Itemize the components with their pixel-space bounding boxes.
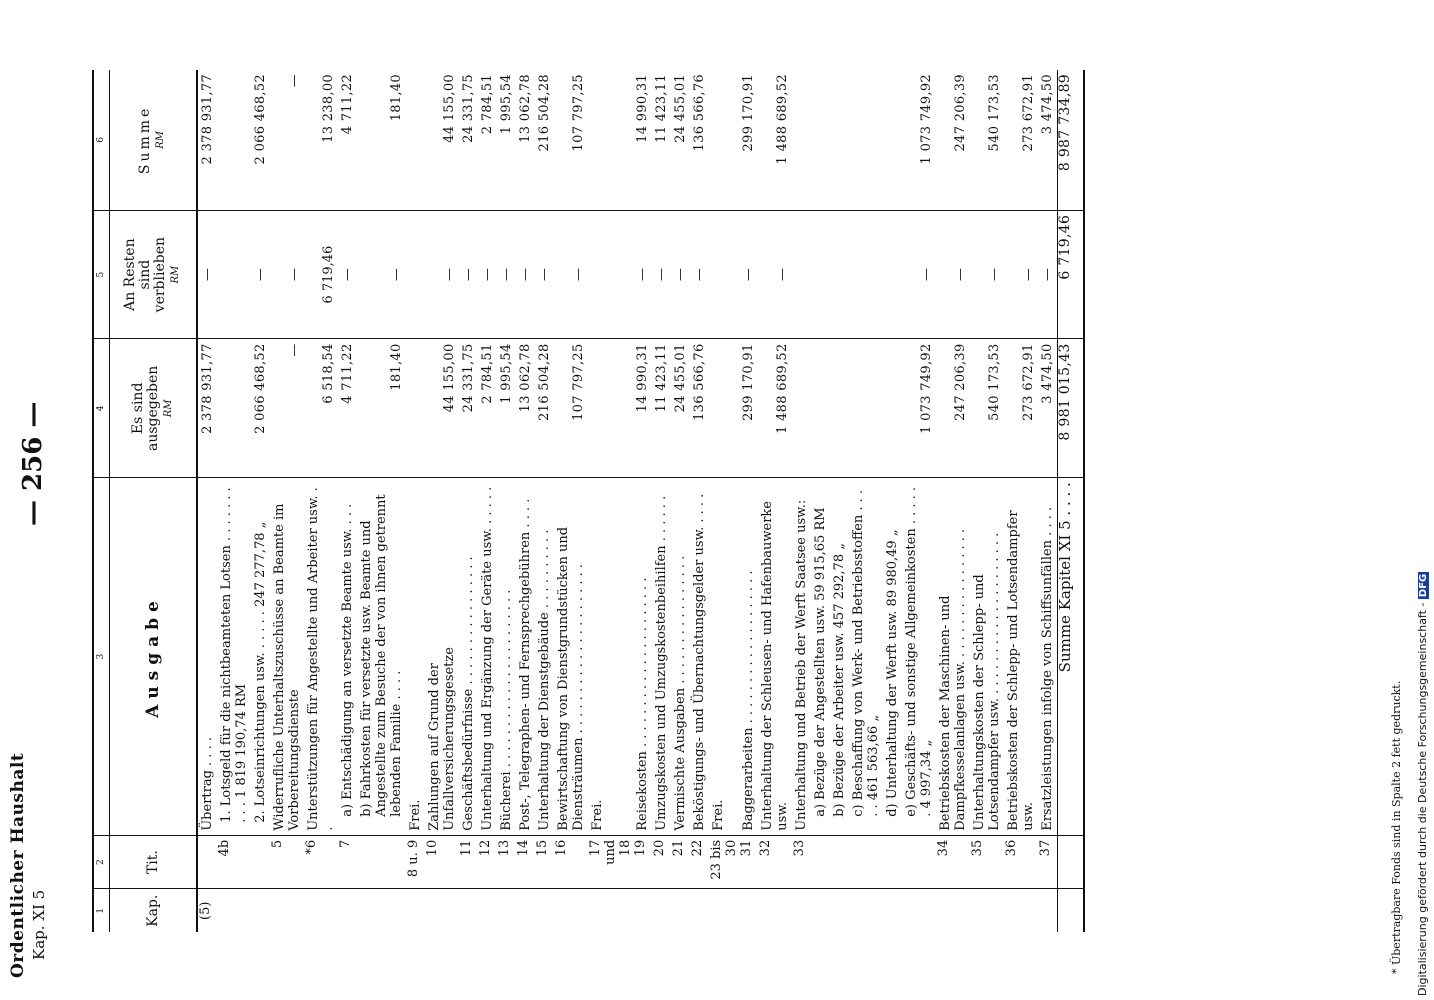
es-ausgegeben-cell: 2 784,51 xyxy=(478,339,497,478)
ausgabe-cell: Unterstützungen für Angestellte und Arbeiter usw. . . xyxy=(304,478,338,836)
tit-cell: 7 xyxy=(338,835,357,889)
kap-cell: (5) xyxy=(198,901,213,920)
es-ausgegeben-cell: 2 066 468,52 xyxy=(251,339,270,478)
kap-cell xyxy=(970,889,1004,932)
kap-cell xyxy=(849,889,883,932)
summe-cell xyxy=(709,70,739,210)
summe-cell xyxy=(217,70,251,210)
an-resten-cell: — xyxy=(936,210,970,339)
summe-cell xyxy=(883,70,902,210)
kap-cell xyxy=(406,889,425,932)
tit-cell: 5 xyxy=(270,835,304,889)
tit-cell: 36 xyxy=(1004,835,1038,889)
kap-cell xyxy=(652,889,671,932)
table-row xyxy=(758,70,792,932)
column-number: 4 xyxy=(93,339,110,478)
kap-cell xyxy=(425,889,459,932)
es-ausgegeben-cell: 1 488 689,52 xyxy=(758,339,792,478)
an-resten-cell: — xyxy=(270,210,304,339)
summe-cell: 136 566,76 xyxy=(690,70,709,210)
dfg-logo: DFG xyxy=(1418,573,1429,598)
an-resten-cell: — xyxy=(516,210,535,339)
es-ausgegeben-cell: 299 170,91 xyxy=(739,339,758,478)
an-resten-cell: — xyxy=(690,210,709,339)
header-kap: Kap. XI 5 xyxy=(30,889,48,960)
total-summe: 8 987 734,89 xyxy=(1058,70,1085,210)
kap-cell xyxy=(758,889,792,932)
summe-cell: 2 784,51 xyxy=(478,70,497,210)
summe-cell: 216 504,28 xyxy=(535,70,554,210)
kap-cell xyxy=(478,889,497,932)
header-tit-col: Tit. xyxy=(110,835,198,889)
kap-cell xyxy=(357,889,406,932)
ausgabe-cell: Post-, Telegraphen- und Fernsprechgebühren . . . . xyxy=(516,478,535,836)
tit-cell xyxy=(849,835,883,889)
es-ausgegeben-cell: 247 206,39 xyxy=(936,339,970,478)
header-rest-label: An Resten sind verblieben xyxy=(122,236,168,313)
an-resten-cell: — xyxy=(535,210,554,339)
header-kap-col: Kap. xyxy=(110,889,198,932)
tit-cell: 10 xyxy=(425,835,459,889)
es-ausgegeben-cell xyxy=(830,339,849,478)
es-ausgegeben-cell xyxy=(217,339,251,478)
column-number: 6 xyxy=(93,70,110,210)
an-resten-cell: — xyxy=(338,210,357,339)
ausgabe-cell: Betriebskosten der Schlepp- und Lotsendampfer usw. xyxy=(1004,478,1038,836)
summe-cell xyxy=(588,70,633,210)
kap-cell xyxy=(883,889,902,932)
kap-cell xyxy=(535,889,554,932)
es-ausgegeben-cell: 1 995,54 xyxy=(497,339,516,478)
tit-cell xyxy=(811,835,830,889)
ausgabe-cell: 2. Lotseinrichtungen usw. . . . . . 247 277,78 „ xyxy=(251,478,270,836)
ausgabe-cell: 1. Lotsgeld für die nichtbeamteten Lotsen . . . . . . . . . . 1 819 190,74 RM xyxy=(217,478,251,836)
summe-cell: 3 474,50 xyxy=(1038,70,1058,210)
es-ausgegeben-cell: 136 566,76 xyxy=(690,339,709,478)
es-ausgegeben-cell: 44 155,00 xyxy=(425,339,459,478)
tit-cell: 19 xyxy=(633,835,652,889)
an-resten-cell: — xyxy=(497,210,516,339)
an-resten-cell: — xyxy=(478,210,497,339)
summe-cell: 44 155,00 xyxy=(425,70,459,210)
kap-cell xyxy=(902,889,936,932)
side-credit xyxy=(1416,572,1429,996)
column-number: 3 xyxy=(93,478,110,836)
an-resten-cell: — xyxy=(652,210,671,339)
kap-cell xyxy=(459,889,478,932)
table-row xyxy=(554,70,588,932)
tit-cell: 8 u. 9 xyxy=(406,835,425,889)
tit-cell xyxy=(883,835,902,889)
kap-cell xyxy=(739,889,758,932)
an-resten-cell xyxy=(406,210,425,339)
es-ausgegeben-cell: — xyxy=(270,339,304,478)
kap-cell xyxy=(936,889,970,932)
es-ausgegeben-cell xyxy=(709,339,739,478)
es-ausgegeben-cell: 13 062,78 xyxy=(516,339,535,478)
tit-cell xyxy=(1058,835,1085,889)
tit-cell: 32 xyxy=(758,835,792,889)
ausgabe-cell: Bewirtschaftung von Dienstgrundstücken und Diensträumen . . . . . . . . . . . . . . . . . . . . . xyxy=(554,478,588,836)
ausgabe-cell: Unterhaltung der Schleusen- und Hafenbauwerke usw. xyxy=(758,478,792,836)
tit-cell xyxy=(902,835,936,889)
tit-cell: *6 xyxy=(304,835,338,889)
kap-cell xyxy=(1058,889,1085,932)
table-row xyxy=(197,70,217,932)
header-rest-unit: RM xyxy=(170,265,181,284)
ausgabe-cell: Unterhaltung und Betrieb der Werft Saatsee usw.: xyxy=(792,478,811,836)
ausgabe-cell: a) Bezüge der Angestellten usw. 59 915,65 RM xyxy=(811,478,830,836)
kap-cell xyxy=(588,889,633,932)
kap-cell xyxy=(304,889,338,932)
column-number: 1 xyxy=(93,889,110,932)
an-resten-cell xyxy=(811,210,830,339)
table-row xyxy=(516,70,535,932)
table-row xyxy=(902,70,936,932)
header-summe-label: Summe xyxy=(137,105,153,175)
header-ausgabe-col: Ausgabe xyxy=(110,478,198,836)
summe-cell: 13 238,00 xyxy=(304,70,338,210)
footnote: * Übertragbare Fonds sind in Spalte 2 fett gedruckt. xyxy=(1390,680,1403,974)
an-resten-cell: — xyxy=(425,210,459,339)
an-resten-cell: — xyxy=(633,210,652,339)
ausgabe-cell: Unterhaltung der Dienstgebäude . . . . . . . . . . xyxy=(535,478,554,836)
summe-cell: 24 331,75 xyxy=(459,70,478,210)
summe-cell: 2 066 468,52 xyxy=(251,70,270,210)
tit-cell: 17 und 18 xyxy=(588,835,633,889)
table-row xyxy=(792,70,811,932)
es-ausgegeben-cell xyxy=(406,339,425,478)
table-row xyxy=(970,70,1004,932)
kap-cell xyxy=(338,889,357,932)
kap-cell xyxy=(270,889,304,932)
ausgabe-cell: Übertrag . . . . xyxy=(197,478,217,836)
tit-cell: 31 xyxy=(739,835,758,889)
an-resten-cell: 6 719,46 xyxy=(304,210,338,339)
es-ausgegeben-cell: 1 073 749,92 xyxy=(902,339,936,478)
es-ausgegeben-cell: 181,40 xyxy=(357,339,406,478)
tit-cell: 13 xyxy=(497,835,516,889)
kap-cell xyxy=(497,889,516,932)
table-row xyxy=(849,70,883,932)
table-row xyxy=(671,70,690,932)
tit-cell xyxy=(357,835,406,889)
an-resten-cell: — xyxy=(197,210,217,339)
es-ausgegeben-cell: 107 797,25 xyxy=(554,339,588,478)
an-resten-cell: — xyxy=(739,210,758,339)
es-ausgegeben-cell: 540 173,53 xyxy=(970,339,1004,478)
kap-cell xyxy=(633,889,652,932)
tit-cell: 22 xyxy=(690,835,709,889)
summe-cell: 14 990,31 xyxy=(633,70,652,210)
an-resten-cell xyxy=(830,210,849,339)
summe-cell: 11 423,11 xyxy=(652,70,671,210)
an-resten-cell xyxy=(709,210,739,339)
table-row xyxy=(357,70,406,932)
kap-cell xyxy=(792,889,811,932)
table-row xyxy=(270,70,304,932)
ausgabe-cell: d) Unterhaltung der Werft usw. 89 980,49 „ xyxy=(883,478,902,836)
side-credit-text: Digitalisierung gefördert durch die Deutsche Forschungsgemeinschaft - xyxy=(1416,602,1429,996)
ausgabe-cell: b) Bezüge der Arbeiter usw. 457 292,78 „ xyxy=(830,478,849,836)
header-summe-col xyxy=(110,70,198,210)
an-resten-cell xyxy=(849,210,883,339)
tit-cell: 23 bis 30 xyxy=(709,835,739,889)
summe-cell: — xyxy=(270,70,304,210)
an-resten-cell: — xyxy=(1038,210,1058,339)
kap-cell xyxy=(709,889,739,932)
ausgabe-cell: Reisekosten . . . . . . . . . . . . . . . . . . . . . xyxy=(633,478,652,836)
tit-cell: 20 xyxy=(652,835,671,889)
table-row xyxy=(633,70,652,932)
tit-cell: 35 xyxy=(970,835,1004,889)
tit-cell: 11 xyxy=(459,835,478,889)
es-ausgegeben-cell: 3 474,50 xyxy=(1038,339,1058,478)
table-row xyxy=(338,70,357,932)
an-resten-cell: — xyxy=(357,210,406,339)
table-row xyxy=(217,70,251,932)
summe-cell xyxy=(811,70,830,210)
tit-cell: 21 xyxy=(671,835,690,889)
es-ausgegeben-cell: 6 518,54 xyxy=(304,339,338,478)
an-resten-cell xyxy=(217,210,251,339)
ausgabe-cell: Betriebskosten der Maschinen- und Dampfkesselanlagen usw. . . . . . . . . . . . . . . . . xyxy=(936,478,970,836)
es-ausgegeben-cell xyxy=(792,339,811,478)
kap-cell xyxy=(1038,889,1058,932)
ausgabe-cell: Frei. xyxy=(709,478,739,836)
kap-cell xyxy=(671,889,690,932)
tit-cell: 34 xyxy=(936,835,970,889)
ausgabe-cell: Widerrufliche Unterhaltszuschüsse an Beamte im Vorbereitungsdienste xyxy=(270,478,304,836)
kap-cell xyxy=(830,889,849,932)
summe-cell: 107 797,25 xyxy=(554,70,588,210)
table-row xyxy=(304,70,338,932)
ausgabe-cell: a) Entschädigung an versetzte Beamte usw. . . . xyxy=(338,478,357,836)
es-ausgegeben-cell: 2 378 931,77 xyxy=(197,339,217,478)
ausgabe-cell: Baggerarbeiten . . . . . . . . . . . . . . . . . . . xyxy=(739,478,758,836)
page-number: — 256 — xyxy=(18,401,48,526)
table-row xyxy=(459,70,478,932)
table-row xyxy=(406,70,425,932)
total-label: Summe Kapitel XI 5 . . . . xyxy=(1058,478,1085,836)
an-resten-cell xyxy=(588,210,633,339)
tit-cell: 37 xyxy=(1038,835,1058,889)
ausgabe-cell: c) Beschaffung von Werk- und Betriebsstoffen . . . . . 461 563,66 „ xyxy=(849,478,883,836)
ausgabe-cell: b) Fahrkosten für versetzte usw. Beamte und Angestellte zum Besuche der von ihnen getrennt lebenden Familie . . . . xyxy=(357,478,406,836)
table-row xyxy=(1038,70,1058,932)
es-ausgegeben-cell: 216 504,28 xyxy=(535,339,554,478)
tit-cell: 12 xyxy=(478,835,497,889)
summe-cell xyxy=(849,70,883,210)
tit-cell: 16 xyxy=(554,835,588,889)
an-resten-cell: — xyxy=(1004,210,1038,339)
table-row xyxy=(652,70,671,932)
tit-cell: 33 xyxy=(792,835,811,889)
summe-cell: 540 173,53 xyxy=(970,70,1004,210)
ausgabe-cell: Unterhaltungskosten der Schlepp- und Lotsendampfer usw. . . . . . . . . . . . . . . . . . . . . xyxy=(970,478,1004,836)
summe-cell: 2 378 931,77 xyxy=(197,70,217,210)
column-number-row xyxy=(93,70,110,932)
total-rest: 6 719,46 xyxy=(1058,210,1085,339)
es-ausgegeben-cell: 14 990,31 xyxy=(633,339,652,478)
ausgabe-cell: Frei. xyxy=(406,478,425,836)
table-row xyxy=(588,70,633,932)
header-rest-col xyxy=(110,210,198,339)
ausgabe-cell: Frei. xyxy=(588,478,633,836)
header-es-unit: RM xyxy=(162,399,174,418)
summe-cell: 1 488 689,52 xyxy=(758,70,792,210)
an-resten-cell xyxy=(883,210,902,339)
ausgabe-cell: Beköstigungs- und Übernachtungsgelder usw. . . . . xyxy=(690,478,709,836)
summe-cell: 1 995,54 xyxy=(497,70,516,210)
column-header-row xyxy=(110,70,198,932)
ausgabe-cell: Vermischte Ausgaben . . . . . . . . . . . . . . . . xyxy=(671,478,690,836)
table-row xyxy=(690,70,709,932)
kap-cell xyxy=(554,889,588,932)
es-ausgegeben-cell: 273 672,91 xyxy=(1004,339,1038,478)
es-ausgegeben-cell xyxy=(811,339,830,478)
table-row xyxy=(497,70,516,932)
tit-cell xyxy=(197,835,217,889)
total-row xyxy=(1058,70,1085,932)
an-resten-cell: — xyxy=(758,210,792,339)
header-es-label: Es sind ausgegeben xyxy=(129,365,161,451)
kap-cell xyxy=(1004,889,1038,932)
an-resten-cell: — xyxy=(902,210,936,339)
summe-cell xyxy=(406,70,425,210)
tit-cell: 14 xyxy=(516,835,535,889)
table-row xyxy=(1004,70,1038,932)
header-title: Ordentlicher Haushalt xyxy=(8,752,28,978)
an-resten-cell: — xyxy=(459,210,478,339)
table-row xyxy=(830,70,849,932)
es-ausgegeben-cell xyxy=(588,339,633,478)
es-ausgegeben-cell xyxy=(849,339,883,478)
es-ausgegeben-cell: 4 711,22 xyxy=(338,339,357,478)
summe-cell: 181,40 xyxy=(357,70,406,210)
ausgabe-cell: Bücherei . . . . . . . . . . . . . . . . . . . . . . xyxy=(497,478,516,836)
table-row xyxy=(811,70,830,932)
ausgabe-cell: e) Geschäfts- und sonstige Allgemeinkosten . . . . . . 4 997,34 „ xyxy=(902,478,936,836)
an-resten-cell xyxy=(792,210,811,339)
table-row xyxy=(478,70,497,932)
es-ausgegeben-cell xyxy=(883,339,902,478)
ausgabe-cell: Geschäftsbedürfnisse . . . . . . . . . . . . . . . . xyxy=(459,478,478,836)
ausgabe-cell: Umzugskosten und Umzugskostenbeihilfen . . . . . . xyxy=(652,478,671,836)
tit-cell: 15 xyxy=(535,835,554,889)
es-ausgegeben-cell: 24 455,01 xyxy=(671,339,690,478)
summe-cell: 247 206,39 xyxy=(936,70,970,210)
column-number: 2 xyxy=(93,835,110,889)
summe-cell: 13 062,78 xyxy=(516,70,535,210)
tit-cell xyxy=(251,835,270,889)
summe-cell: 4 711,22 xyxy=(338,70,357,210)
tit-cell: 4b xyxy=(217,835,251,889)
kap-cell xyxy=(516,889,535,932)
table-row xyxy=(739,70,758,932)
ausgabe-cell: Zahlungen auf Grund der Unfallversicherungsgesetze xyxy=(425,478,459,836)
summe-cell: 1 073 749,92 xyxy=(902,70,936,210)
table-row xyxy=(709,70,739,932)
kap-cell xyxy=(217,889,251,932)
an-resten-cell: — xyxy=(671,210,690,339)
table-row xyxy=(883,70,902,932)
summe-cell xyxy=(792,70,811,210)
summe-cell xyxy=(830,70,849,210)
kap-cell xyxy=(690,889,709,932)
summe-cell: 24 455,01 xyxy=(671,70,690,210)
total-es: 8 981 015,43 xyxy=(1058,339,1085,478)
table-row xyxy=(251,70,270,932)
es-ausgegeben-cell: 11 423,11 xyxy=(652,339,671,478)
column-number: 5 xyxy=(93,210,110,339)
an-resten-cell: — xyxy=(970,210,1004,339)
es-ausgegeben-cell: 24 331,75 xyxy=(459,339,478,478)
summe-cell: 299 170,91 xyxy=(739,70,758,210)
header-es-col xyxy=(110,339,198,478)
tit-cell xyxy=(830,835,849,889)
table-row xyxy=(425,70,459,932)
ausgabe-cell: Ersatzleistungen infolge von Schiffsunfällen . . . . xyxy=(1038,478,1058,836)
ausgabe-cell: Unterhaltung und Ergänzung der Geräte usw. . . . . . xyxy=(478,478,497,836)
header-summe-unit: RM xyxy=(155,131,166,149)
kap-cell xyxy=(811,889,830,932)
budget-table xyxy=(92,70,1085,932)
kap-cell xyxy=(251,889,270,932)
summe-cell: 273 672,91 xyxy=(1004,70,1038,210)
an-resten-cell: — xyxy=(251,210,270,339)
table-row xyxy=(535,70,554,932)
an-resten-cell: — xyxy=(554,210,588,339)
table-row xyxy=(936,70,970,932)
